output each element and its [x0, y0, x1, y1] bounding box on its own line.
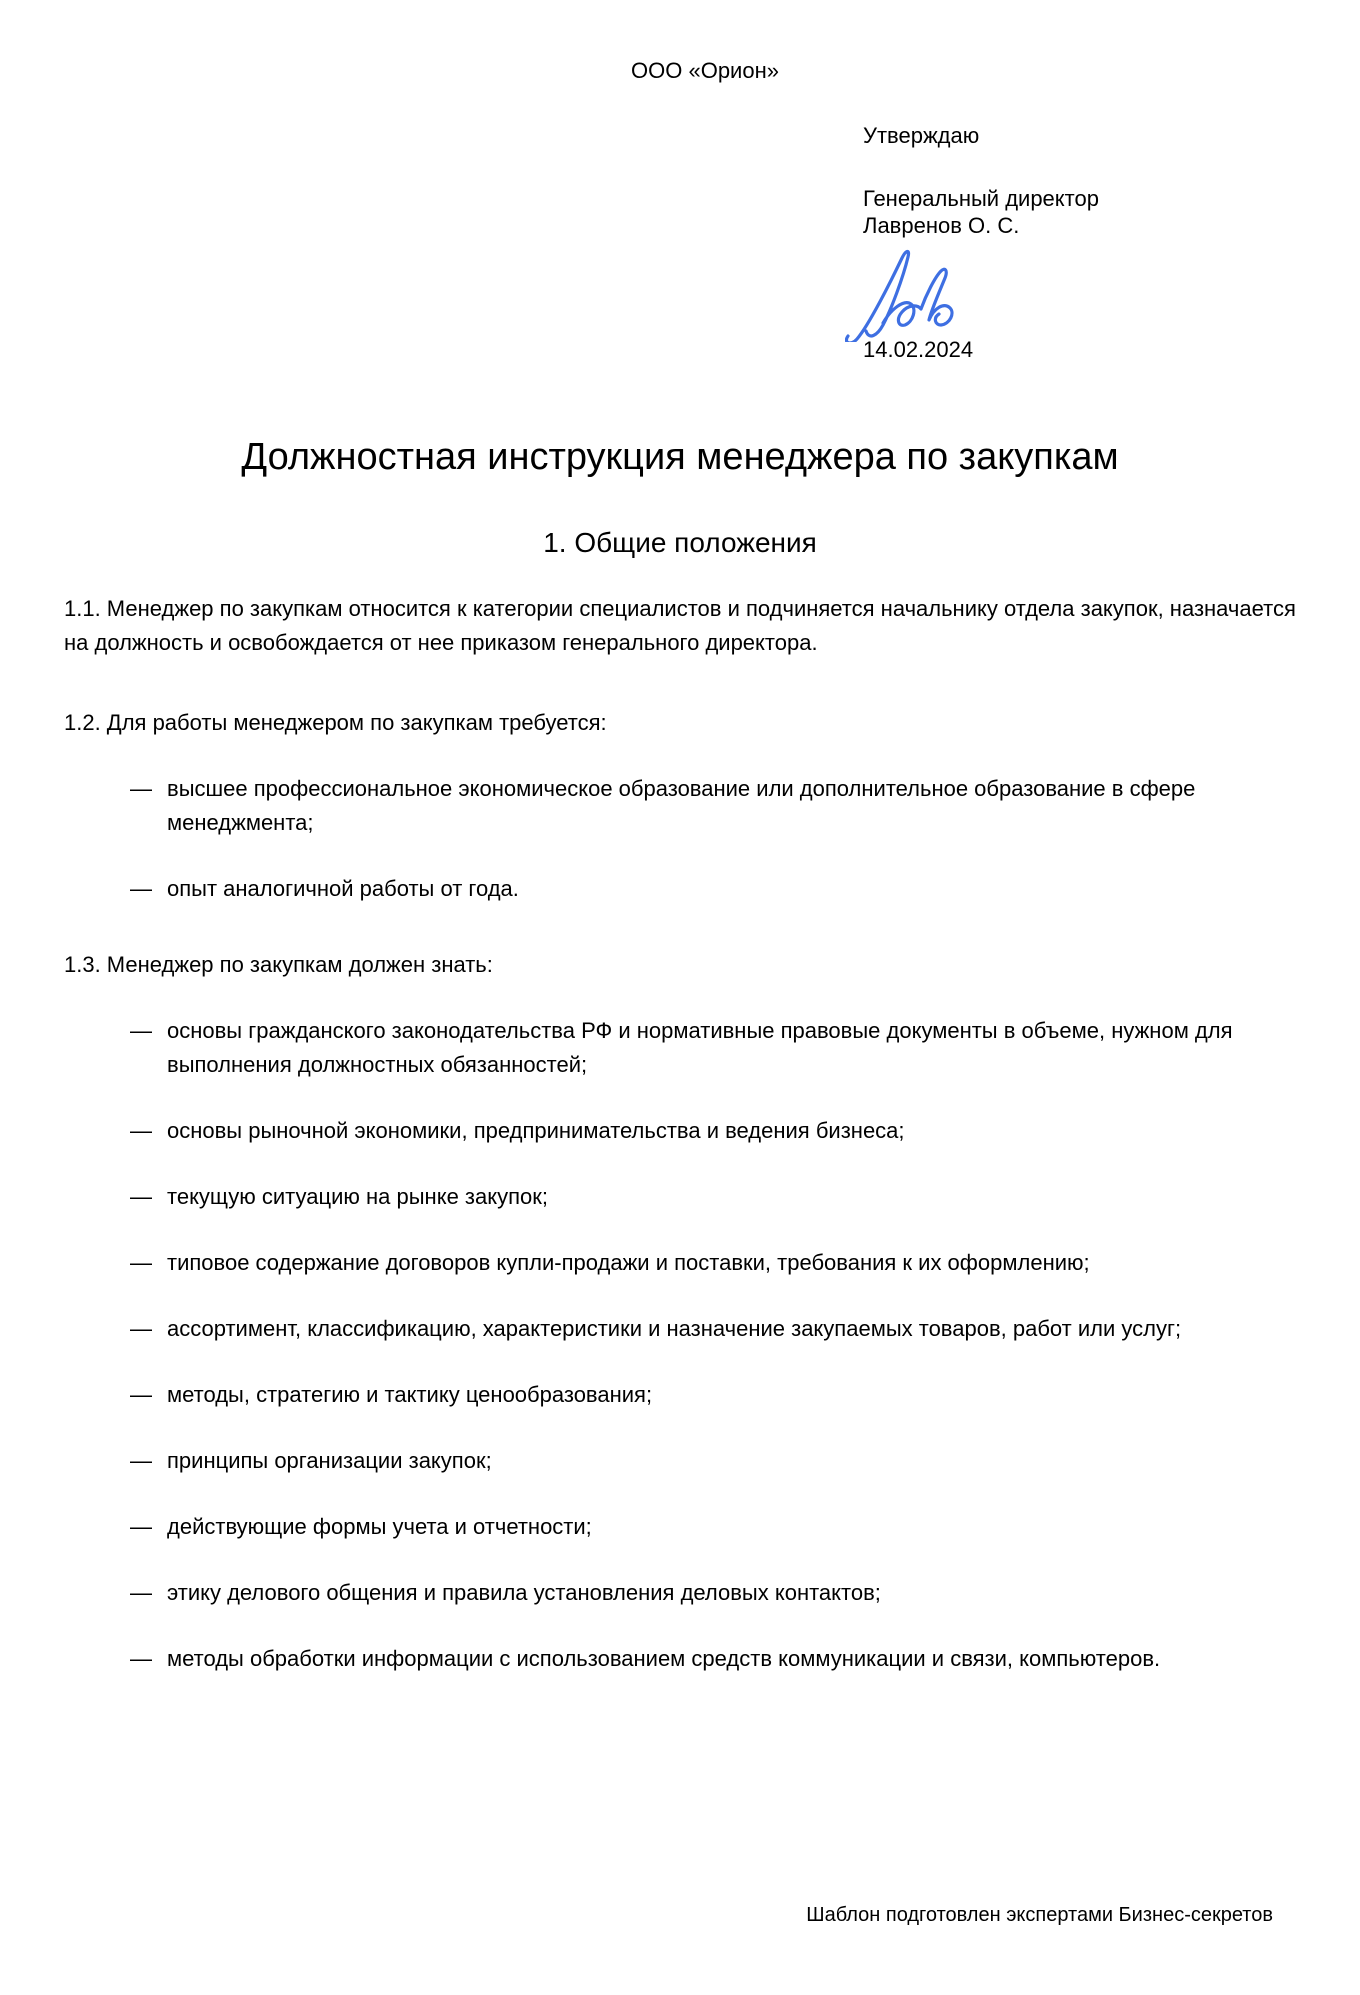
list-item-text: ассортимент, классификацию, характеристики и назначение закупаемых товаров, работ или услуг; [167, 1316, 1182, 1341]
list-item [64, 1378, 1296, 1412]
list-dash: — [130, 1448, 152, 1473]
list-item-text: основы рыночной экономики, предпринимательства и ведения бизнеса; [167, 1118, 905, 1143]
list-dash: — [130, 1118, 152, 1143]
list-dash: — [130, 1514, 152, 1539]
approve-label: Утверждаю [863, 123, 980, 148]
list-item [64, 1180, 1296, 1214]
requirements-list [64, 772, 1296, 906]
signature-stroke [846, 251, 952, 342]
footer-credit: Шаблон подготовлен экспертами Бизнес-секретов [806, 1904, 1273, 1926]
list-item-text: типовое содержание договоров купли-продажи и поставки, требования к их оформлению; [167, 1250, 1090, 1275]
company-name: ООО «Орион» [631, 58, 779, 83]
list-dash: — [130, 1646, 152, 1671]
list-item-text: основы гражданского законодательства РФ и нормативные правовые документы в объеме, нужном для выполнения должностных обязанностей; [167, 1018, 1233, 1077]
list-item-text: действующие формы учета и отчетности; [167, 1514, 592, 1539]
list-dash: — [130, 1018, 152, 1043]
list-item-text: методы обработки информации с использованием средств коммуникации и связи, компьютеров. [167, 1646, 1161, 1671]
list-item [64, 1576, 1296, 1610]
list-item-text: опыт аналогичной работы от года. [167, 876, 519, 901]
paragraph-1-2: 1.2. Для работы менеджером по закупкам требуется: [64, 710, 607, 735]
approver-title: Генеральный директор [863, 186, 1099, 211]
list-item [64, 772, 1296, 840]
document-body [64, 592, 1296, 1676]
list-item [64, 872, 1296, 906]
paragraph-1-1: 1.1. Менеджер по закупкам относится к категории специалистов и подчиняется начальнику отдела закупок, назначается на должность и освобождается от нее приказом генерального директора. [64, 596, 1296, 655]
section-heading: 1. Общие положения [543, 527, 817, 558]
list-dash: — [130, 876, 152, 901]
list-item [64, 1014, 1296, 1082]
list-dash: — [130, 1184, 152, 1209]
list-item-text: принципы организации закупок; [167, 1448, 492, 1473]
list-dash: — [130, 1580, 152, 1605]
list-item-text: этику делового общения и правила установления деловых контактов; [167, 1580, 881, 1605]
list-item [64, 1246, 1296, 1280]
list-item-text: высшее профессиональное экономическое образование или дополнительное образование в сфере менеджмента; [167, 776, 1196, 835]
list-item-text: текущую ситуацию на рынке закупок; [167, 1184, 548, 1209]
list-item [64, 1510, 1296, 1544]
list-item [64, 1312, 1296, 1346]
list-dash: — [130, 776, 152, 801]
approval-date: 14.02.2024 [863, 337, 974, 362]
knowledge-list [64, 1014, 1296, 1676]
signature-image [845, 247, 960, 342]
paragraph-1-3: 1.3. Менеджер по закупкам должен знать: [64, 952, 493, 977]
approver-name: Лавренов О. С. [863, 213, 1020, 238]
list-dash: — [130, 1382, 152, 1407]
list-dash: — [130, 1316, 152, 1341]
list-item-text: методы, стратегию и тактику ценообразования; [167, 1382, 653, 1407]
approval-block [863, 122, 1296, 363]
list-item [64, 1444, 1296, 1478]
document-title: Должностная инструкция менеджера по закупкам [241, 436, 1119, 478]
list-item [64, 1114, 1296, 1148]
list-item [64, 1642, 1296, 1676]
list-dash: — [130, 1250, 152, 1275]
